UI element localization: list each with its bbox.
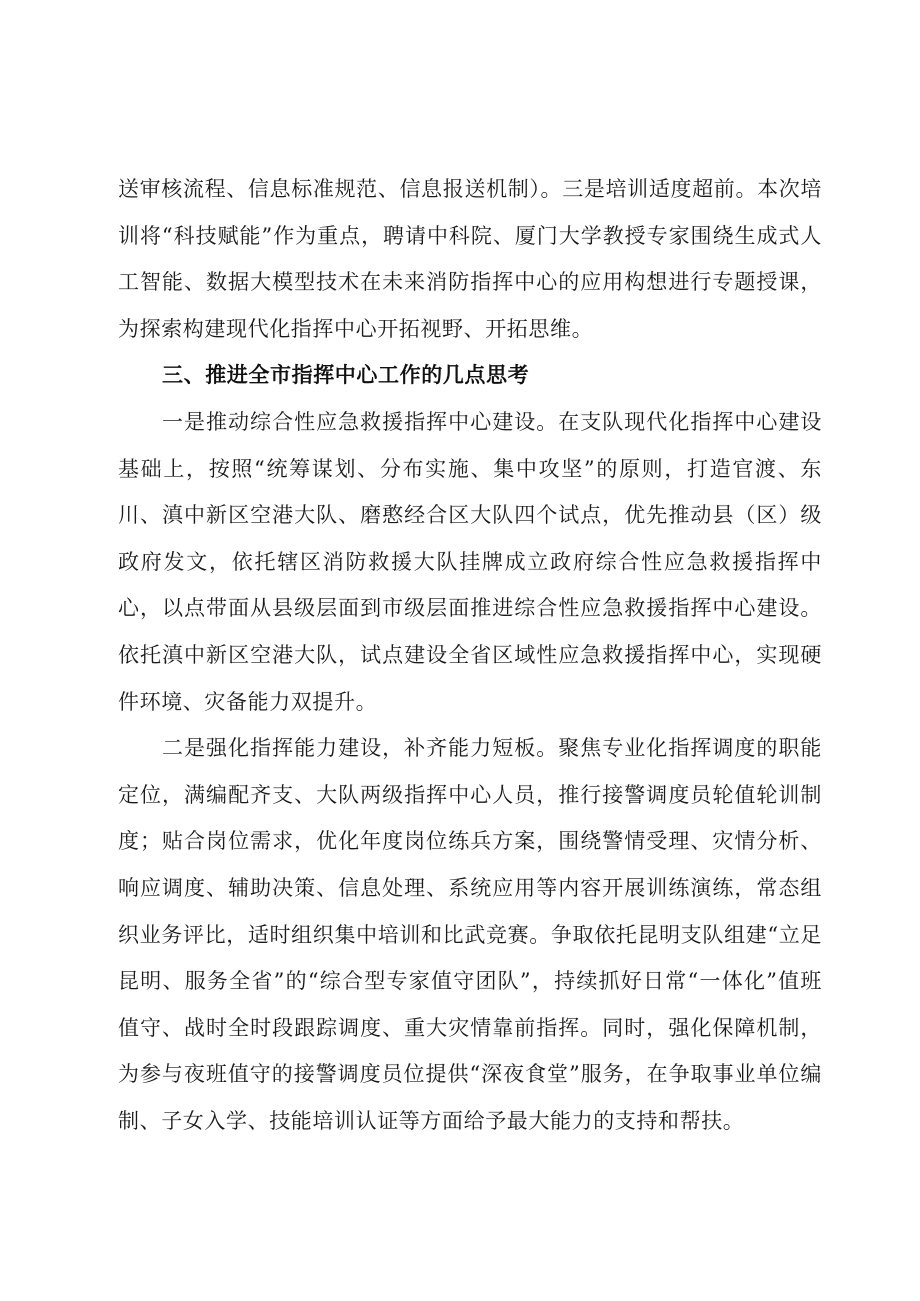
- paragraph-point-one: 一是推动综合性应急救援指挥中心建设。在支队现代化指挥中心建设基础上，按照“统筹谋划、分布实施、集中攻坚”的原则，打造官渡、东川、滇中新区空港大队、磨憨经合区大队四个试点，优先推动县（区）级政府发文，依托辖区消防救援大队挂牌成立政府综合性应急救援指挥中心，以点带面从县级层面到市级层面推进综合性应急救援指挥中心建设。依托滇中新区空港大队，试点建设全省区域性应急救援指挥中心，实现硬件环境、灾备能力双提升。: [118, 409, 822, 714]
- paragraph-point-two: 二是强化指挥能力建设，补齐能力短板。聚焦专业化指挥调度的职能定位，满编配齐支、大队两级指挥中心人员，推行接警调度员轮值轮训制度；贴合岗位需求，优化年度岗位练兵方案，围绕警情受理、灾情分析、响应调度、辅助决策、信息处理、系统应用等内容开展训练演练，常态组织业务评比，适时组织集中培训和比武竞赛。争取依托昆明支队组建“立足昆明、服务全省”的“综合型专家值守团队”，持续抓好日常“一体化”值班值守、战时全时段跟踪调度、重大灾情靠前指挥。同时，强化保障机制，为参与夜班值守的接警调度员位提供“深夜食堂”服务，在争取事业单位编制、子女入学、技能培训认证等方面给予最大能力的支持和帮扶。: [118, 736, 822, 1133]
- paragraph-training-continued: 送审核流程、信息标准规范、信息报送机制）。三是培训适度超前。本次培训将“科技赋能”作为重点，聘请中科院、厦门大学教授专家围绕生成式人工智能、数据大模型技术在未来消防指挥中心的应用构想进行专题授课，为探索构建现代化指挥中心开拓视野、开拓思维。: [118, 177, 822, 341]
- section-heading-three: 三、推进全市指挥中心工作的几点思考: [162, 363, 530, 388]
- document-body: [118, 166, 822, 1144]
